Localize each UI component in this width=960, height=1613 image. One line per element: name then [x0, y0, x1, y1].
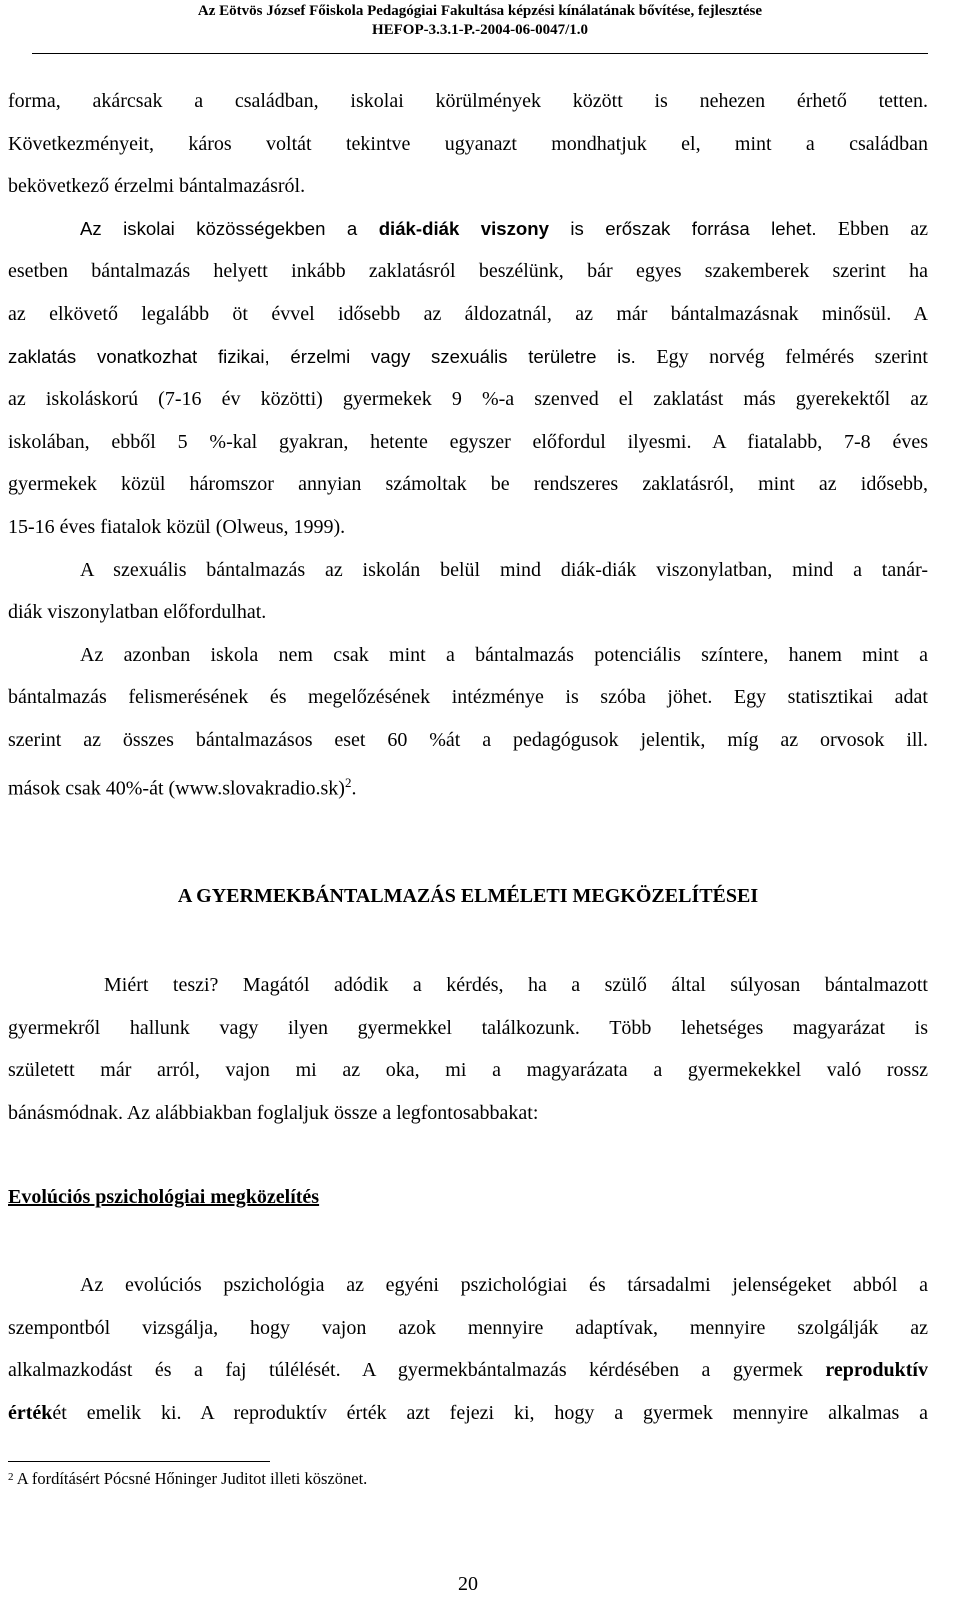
text-line: bánásmódnak. Az alábbiakban foglaljuk össze a legfontosabbakat:: [8, 1101, 539, 1124]
text-line: [8, 762, 928, 810]
text-run: Az iskolai közösségekben a: [80, 217, 379, 239]
text-line: gyermekről hallunk vagy ilyen gyermekkel találkozunk. Több lehetséges magyarázat is: [8, 1016, 928, 1039]
text-line: Következményeit, káros voltát tekintve ugyanazt mondhatjuk el, mint a családban: [8, 132, 928, 155]
main-text: [8, 80, 928, 810]
paragraph-6: [8, 1264, 928, 1434]
text-line: [8, 336, 928, 379]
text-run: is erőszak forrása lehet.: [548, 217, 817, 239]
text-line: esetben bántalmazás helyett inkább zaklatásról beszélünk, bár egyes szakemberek szerint ha: [8, 260, 928, 283]
footnote-divider: [8, 1461, 270, 1462]
paragraph-4: [8, 634, 928, 810]
text-run: .: [351, 777, 357, 800]
document-header: [0, 2, 960, 40]
page-number: 20: [458, 1573, 478, 1595]
text-line: bántalmazás felismerésének és megelőzésének intézménye is szóba jöhet. Egy statisztikai adat: [8, 686, 928, 709]
text-line: 15-16 éves fiatalok közül (Olweus, 1999).: [8, 515, 346, 538]
header-divider: [32, 53, 928, 54]
header-title: Az Eötvös József Főiskola Pedagógiai Fakultása képzési kínálatának bővítése, fejlesztése: [197, 3, 763, 19]
text-run: zaklatás vonatkozhat fizikai, érzelmi vagy szexuális területre is.: [8, 345, 636, 367]
paragraph-2: [8, 208, 928, 549]
text-run: mások csak 40%-át (www.slovakradio.sk): [8, 777, 345, 800]
text-line: gyermekek közül háromszor annyian számoltak be rendszeres zaklatásról, mint az idősebb,: [8, 473, 928, 496]
text-line: [8, 1349, 928, 1392]
text-line: forma, akárcsak a családban, iskolai körülmények között is nehezen érhető tetten.: [8, 90, 928, 112]
emphasis-ertek: érték: [8, 1401, 53, 1424]
text-run: ét emelik ki. A reproduktív érték azt fejezi ki, hogy a gyermek mennyire alkalmas a: [52, 1401, 928, 1424]
text-line: az elkövető legalább öt évvel idősebb az áldozatnál, az már bántalmazásnak minősül. A: [8, 302, 928, 325]
text-line: az iskoláskorú (7-16 év közötti) gyermekek 9 %-a szenved el zaklatást más gyerekektől az: [8, 388, 928, 411]
text-line: Az azonban iskola nem csak mint a bántalmazás potenciális színtere, hanem mint a: [80, 643, 928, 666]
text-line: A szexuális bántalmazás az iskolán belül mind diák-diák viszonylatban, mind a tanár-: [80, 558, 928, 581]
paragraph-3: [8, 549, 928, 634]
text-line: [8, 1392, 928, 1435]
text-run: alkalmazkodást és a faj túlélését. A gyermekbántalmazás kérdésében a gyermek: [8, 1359, 826, 1382]
text-line: diák viszonylatban előfordulhat.: [8, 601, 267, 624]
emphasis-diak-viszony: diák-diák viszony: [378, 217, 549, 239]
text-line: bekövetkező érzelmi bántalmazásról.: [8, 175, 306, 198]
paragraph-1: [8, 80, 928, 208]
paragraph-5: [8, 964, 928, 1134]
footnote-text: A fordításért Pócsné Hőninger Juditot illeti köszönet.: [13, 1469, 368, 1488]
footnote-reference: 2: [344, 774, 352, 790]
text-run: Egy norvég felmérés szerint: [635, 345, 928, 368]
footnote-number: 2: [8, 1471, 14, 1483]
text-line: [8, 208, 928, 251]
text-line: szerint az összes bántalmazásos eset 60 %át a pedagógusok jelentik, míg az orvosok ill.: [8, 728, 928, 751]
footnote: [8, 1467, 367, 1491]
header-project-code: HEFOP-3.3.1-P.-2004-06-0047/1.0: [371, 22, 589, 38]
subsection-heading: Evolúciós pszichológiai megközelítés: [8, 1186, 320, 1208]
emphasis-reproduktiv: reproduktív: [825, 1359, 928, 1382]
text-line: iskolában, ebből 5 %-kal gyakran, hetente egyszer előfordul ilyesmi. A fiatalabb, 7-8 éves: [8, 430, 928, 453]
text-run: Ebben az: [816, 217, 928, 240]
section-heading: A GYERMEKBÁNTALMAZÁS ELMÉLETI MEGKÖZELÍTÉSEI: [177, 885, 759, 907]
text-line: Az evolúciós pszichológia az egyéni pszichológiai és társadalmi jelenségeket abból a: [80, 1274, 928, 1296]
text-line: Miért teszi? Magától adódik a kérdés, ha a szülő által súlyosan bántalmazott: [104, 974, 928, 996]
text-line: szempontból vizsgálja, hogy vajon azok mennyire adaptívak, mennyire szolgálják az: [8, 1316, 928, 1339]
text-line: született már arról, vajon mi az oka, mi a magyarázata a gyermekekkel való rossz: [8, 1059, 928, 1082]
